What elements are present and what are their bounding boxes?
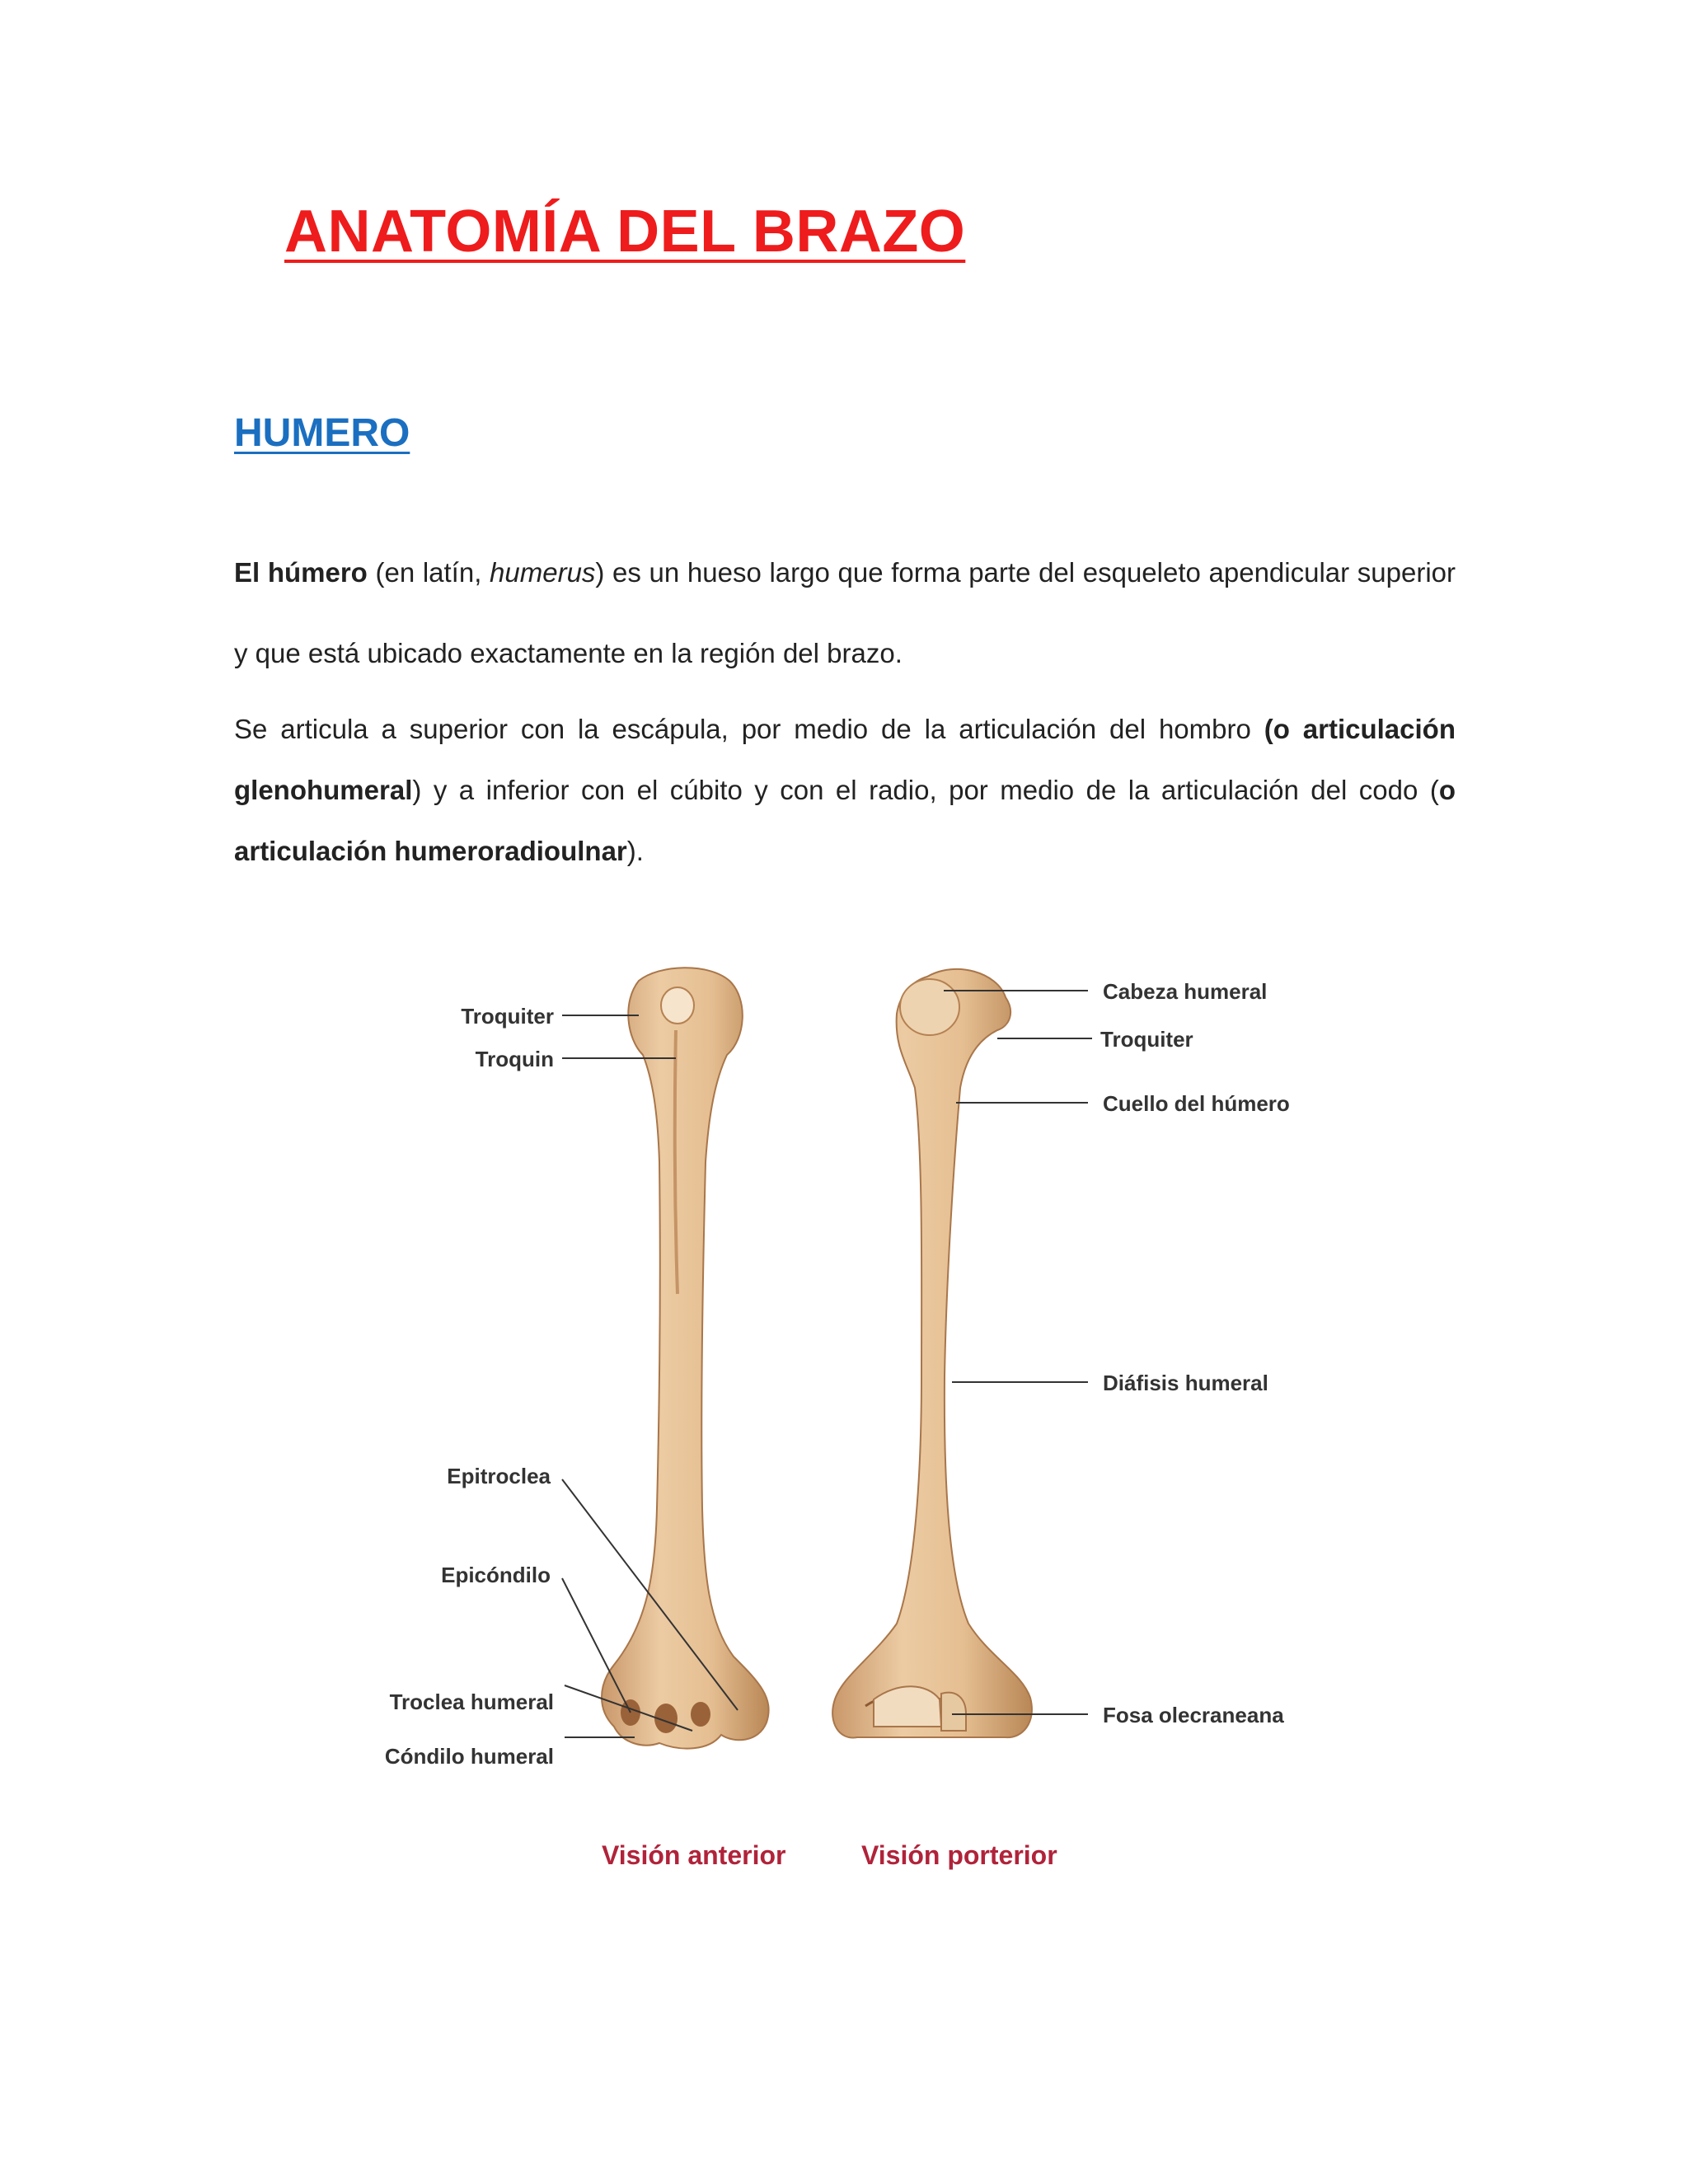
paragraph-articulation: [234, 699, 1456, 882]
term-glenohumeral: (o articulación glenohumeral: [234, 714, 1456, 805]
posterior-humerus: [832, 969, 1032, 1738]
paragraph-text: (en latín,: [367, 557, 490, 588]
humerus-figure: [346, 948, 1376, 1896]
anterior-humerus: [602, 968, 769, 1748]
term-latin: humerus: [490, 557, 596, 588]
paragraph-text: ) y a inferior con el cúbito y con el radio, por medio de la articulación del codo (: [412, 775, 1439, 805]
label-diafisis: Diáfisis humeral: [1103, 1371, 1268, 1395]
leader-epicondilo: [562, 1578, 631, 1713]
label-epitroclea: Epitroclea: [447, 1464, 551, 1488]
term-humero: El húmero: [234, 557, 368, 588]
caption-posterior: Visión porterior: [861, 1840, 1057, 1870]
paragraph-text: Se articula a superior con la escápula, por medio de la articulación del hombro: [234, 714, 1264, 744]
paragraph-text: ) es un hueso largo que forma parte del esqueleto apendicular superior y que está ubicado exactamente en la región del brazo.: [234, 557, 1456, 668]
term-humeroradioulnar: o articulación humeroradioulnar: [234, 775, 1456, 866]
paragraph-text: ).: [626, 836, 644, 866]
label-troclea: Troclea humeral: [389, 1690, 554, 1714]
caption-anterior: Visión anterior: [602, 1840, 786, 1870]
label-cuello: Cuello del húmero: [1103, 1091, 1290, 1116]
label-troquiter-anterior: Troquiter: [461, 1004, 554, 1029]
section-title-humero: HUMERO: [234, 411, 410, 455]
label-cabeza: Cabeza humeral: [1103, 979, 1268, 1004]
humerus-illustration: [346, 948, 1376, 1896]
label-epicondilo: Epicóndilo: [441, 1563, 551, 1587]
paragraph-definition: [234, 532, 1456, 694]
page-title: ANATOMÍA DEL BRAZO: [284, 199, 966, 265]
label-condilo: Cóndilo humeral: [384, 1744, 554, 1769]
label-fosa: Fosa olecraneana: [1103, 1703, 1284, 1727]
label-troquin: Troquin: [475, 1047, 554, 1071]
label-troquiter-posterior: Troquiter: [1100, 1027, 1193, 1052]
